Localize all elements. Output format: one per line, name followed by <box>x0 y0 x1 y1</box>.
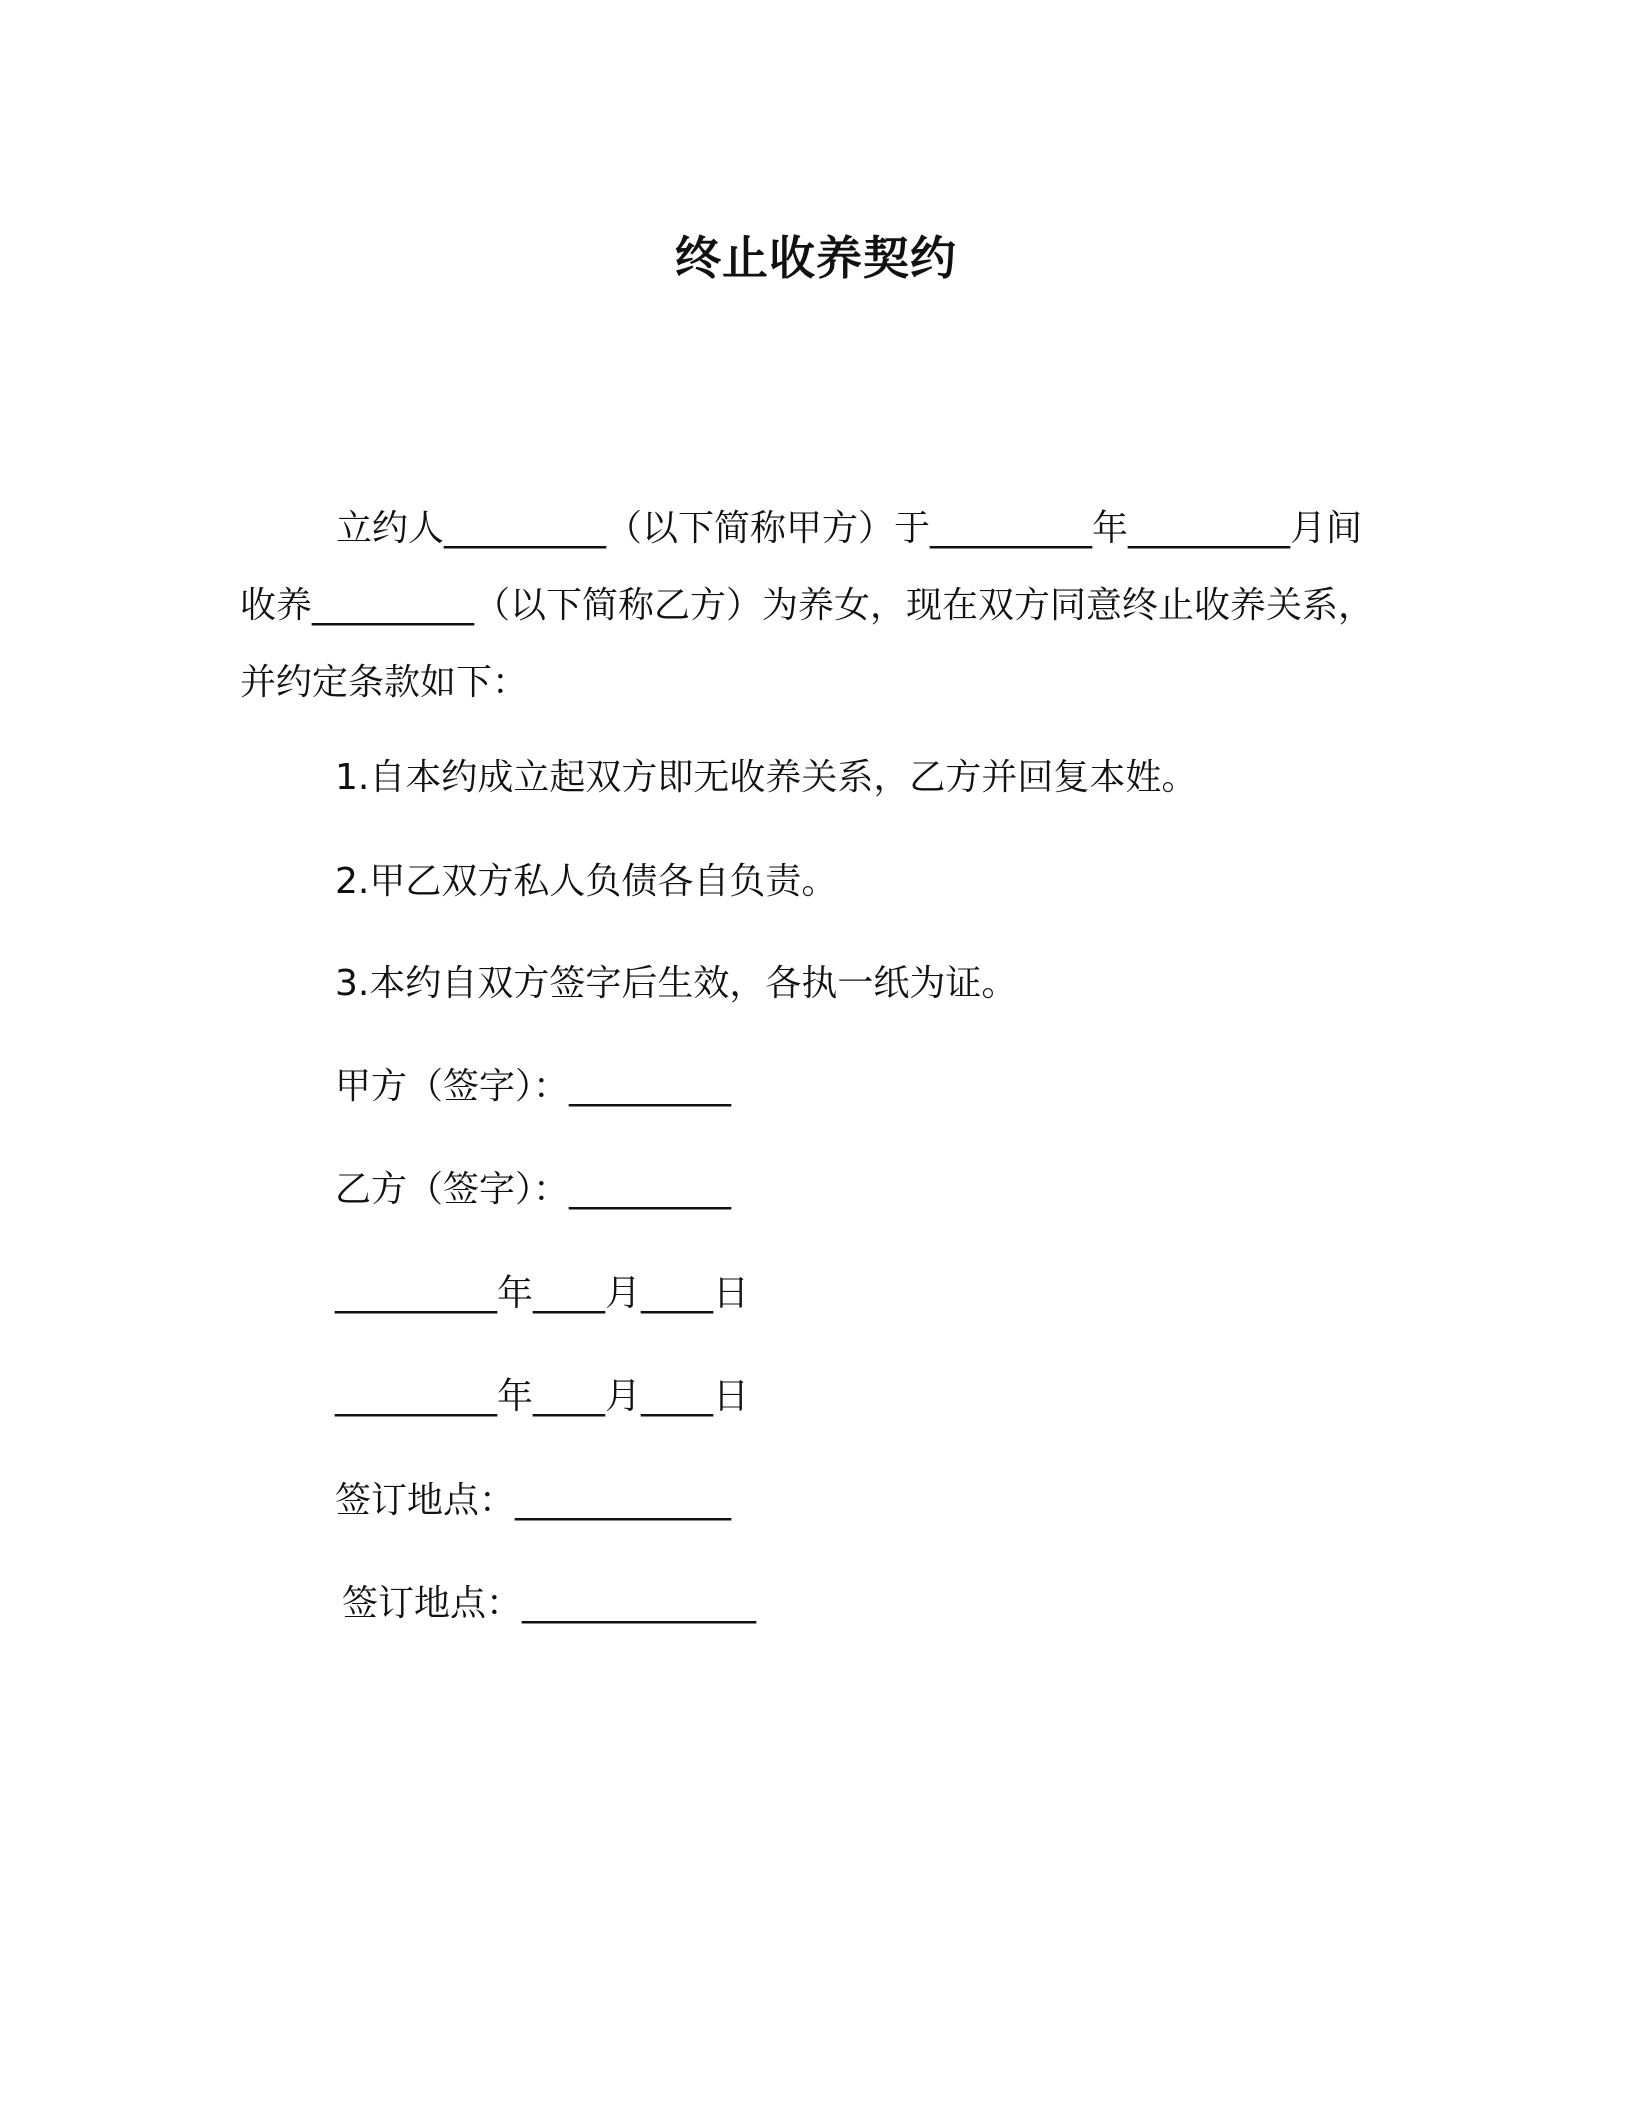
intro-paragraph: 立约人_________（以下简称甲方）于_________年_________月间收养_________（以下简称乙方）为养女，现在双方同意终止收养关系，并约定条款如下： <box>240 508 1375 703</box>
date-line-b: _________年____月____日 <box>335 1376 749 1417</box>
clause-3: 3.本约自双方签字后生效，各执一纸为证。 <box>335 963 1018 1004</box>
clause-2: 2.甲乙双方私人负债各自负责。 <box>335 861 838 902</box>
signature-party-a: 甲方（签字）：_________ <box>335 1066 732 1107</box>
date-line-a: _________年____月____日 <box>335 1273 749 1314</box>
signing-place-a: 签订地点：____________ <box>335 1480 732 1521</box>
document-title: 终止收养契约 <box>675 231 957 285</box>
signature-party-b: 乙方（签字）：_________ <box>335 1169 732 1210</box>
clause-1: 1.自本约成立起双方即无收养关系，乙方并回复本姓。 <box>335 757 1198 798</box>
signing-place-b: 签订地点：_____________ <box>342 1583 757 1624</box>
